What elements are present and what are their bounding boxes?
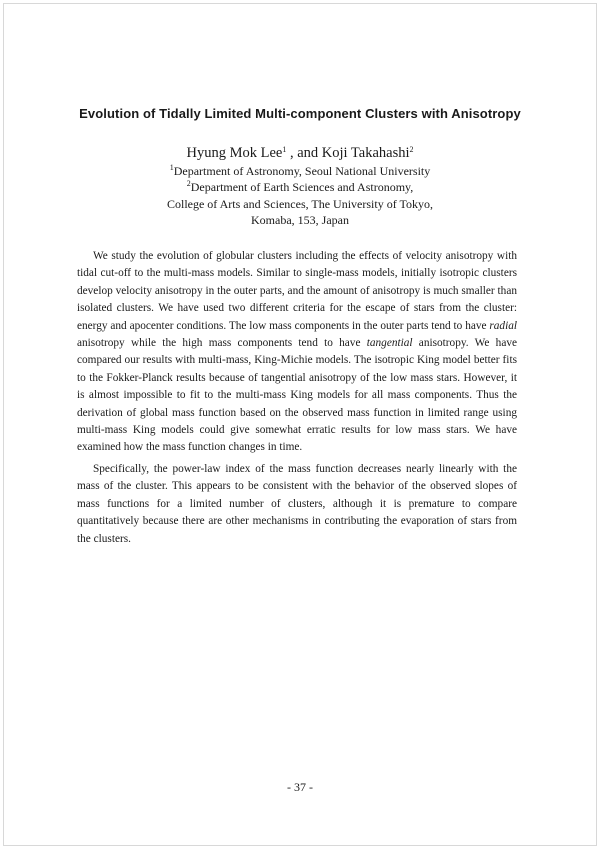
abstract-paragraph-1 <box>77 248 517 457</box>
abstract-p1-text-a: We study the evolution of globular clusters including the effects of velocity anisotropy with tidal cut-off to the multi-mass models. Similar to single-mass models, initially isotropic clusters develop velocity anisotropy in the outer parts, and the amount of anisotropy is much smaller than isolated clusters. We have used two different criteria for the escape of stars from the cluster: energy and apocenter conditions. The low mass components in the outer parts tend to have <box>77 250 517 332</box>
affiliation-2 <box>0 179 600 195</box>
abstract-p1-text-c: anisotropy. We have compared our results with multi-mass, King-Michie models. The isotropic King model better fits to the Fokker-Planck results because of tangential anisotropy of the low mass stars. However, it is almost impossible to fit to the multi-mass King models for all mass components. Thus the derivation of global mass function based on the observed mass function in limited range using multi-mass King models could give somewhat erratic results for low mass stars. We have examined how the mass function changes in time. <box>77 337 517 454</box>
paper-title: Evolution of Tidally Limited Multi-component Clusters with Anisotropy <box>79 106 521 121</box>
author-takahashi: Koji Takahashi <box>321 145 410 161</box>
abstract-tangential-term: tangential <box>366 337 413 350</box>
author-separator: , and <box>286 145 322 161</box>
abstract-p1-text-b: anisotropy while the high mass components tend to have <box>77 337 367 350</box>
author-takahashi-superscript: 2 <box>409 145 414 154</box>
author-lee-superscript: 1 <box>282 145 287 154</box>
affiliation-4: Komaba, 153, Japan <box>251 213 349 227</box>
author-lee: Hyung Mok Lee <box>186 145 283 161</box>
abstract <box>77 248 517 548</box>
affiliation-1-superscript: 1 <box>169 163 174 172</box>
affiliation-3: College of Arts and Sciences, The University of Tokyo, <box>166 197 433 211</box>
affiliation-1 <box>0 163 600 179</box>
author-line <box>0 144 600 162</box>
affiliation-1-text: Department of Astronomy, Seoul National University <box>173 164 431 178</box>
page-number: - 37 - <box>287 780 313 794</box>
affiliation-2-text: Department of Earth Sciences and Astronomy, <box>190 180 414 194</box>
abstract-radial-term: radial <box>489 319 517 332</box>
affiliation-2-superscript: 2 <box>186 179 191 188</box>
abstract-paragraph-2: Specifically, the power-law index of the mass function decreases nearly linearly with the mass of the cluster. This appears to be consistent with the behavior of the observed slopes of mass functions for a limited number of clusters, although it is premature to compare quantitatively because there are other mechanisms in contributing the evaporation of stars from the clusters. <box>77 462 517 545</box>
